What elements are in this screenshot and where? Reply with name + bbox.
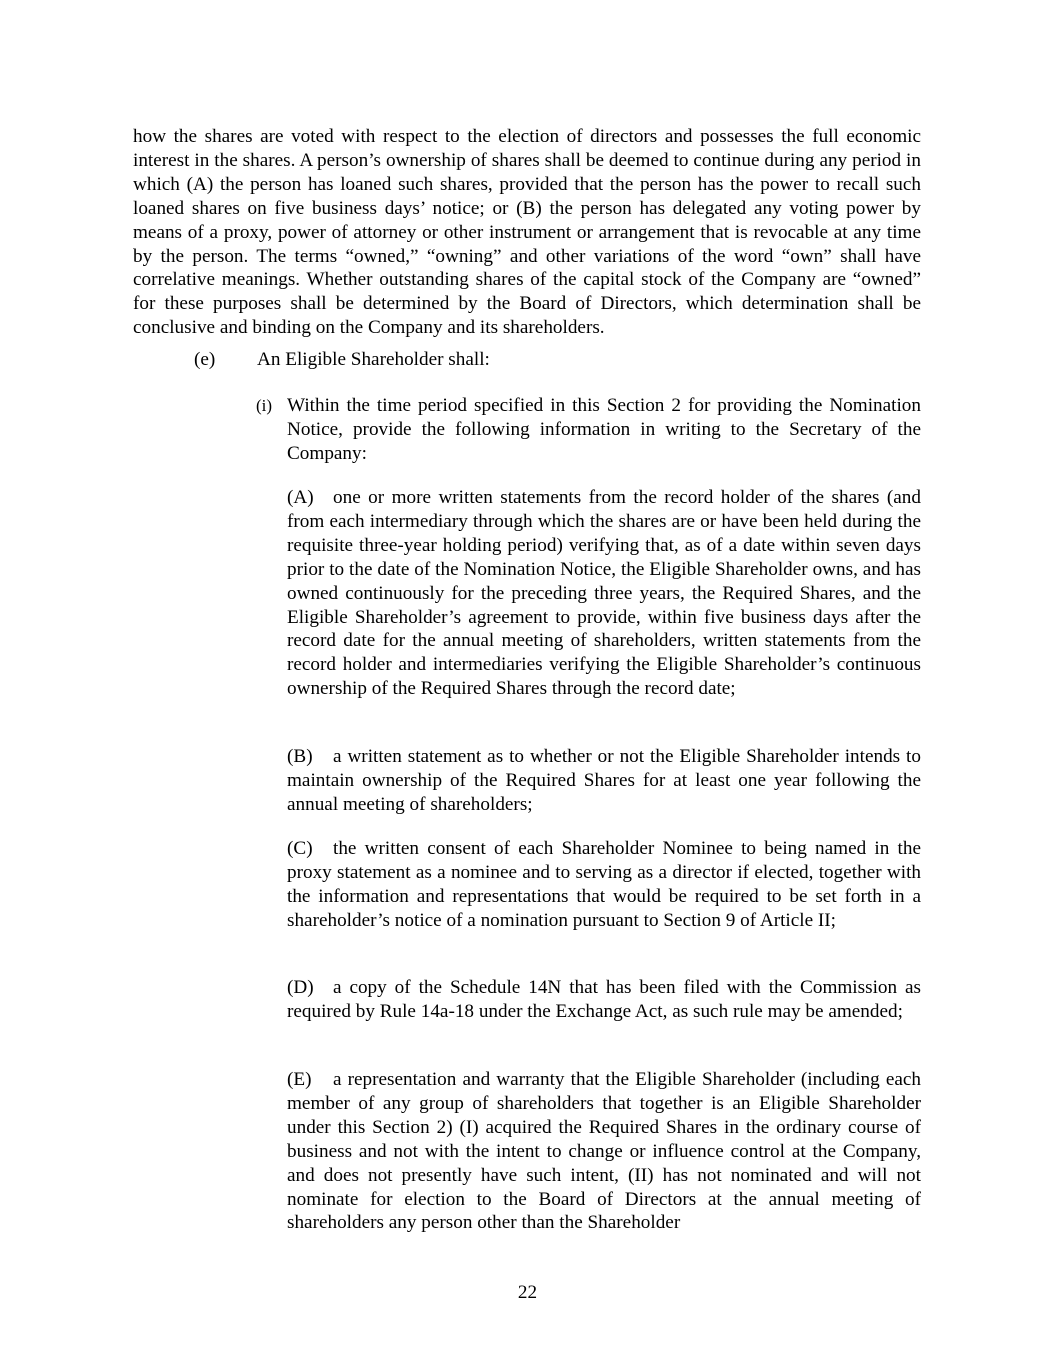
- section-e-marker: (e): [194, 349, 216, 370]
- section-e-text: An Eligible Shareholder shall:: [257, 349, 490, 370]
- subitem-c: [287, 837, 921, 933]
- subitem-e: [287, 1068, 921, 1235]
- subitem-b: [287, 745, 921, 817]
- page-number: 22: [517, 1282, 538, 1303]
- subitem-b-tag: (B): [287, 746, 313, 767]
- subitem-a-text: one or more written statements from the record holder of the shares (and from each intermediary through which the shares are or have been held during the requisite three-year holding period) verifying that, as of a date within seven days prior to the date of the Nomination Notice, the Eligible Shareholder owns, and has owned continuously for the preceding three years, the Required Shares, and the Eligible Shareholder’s agreement to provide, within five business days after the record date for the annual meeting of shareholders, written statements from the record holder and intermediaries verifying the Eligible Shareholder’s continuous ownership of the Required Shares through the record date;: [287, 487, 921, 700]
- subitem-d-tag: (D): [287, 977, 314, 998]
- section-e: [194, 348, 894, 372]
- subitem-d-text: a copy of the Schedule 14N that has been filed with the Commission as required by Rule 14a-18 under the Exchange Act, as such rule may be amended;: [287, 977, 921, 1022]
- item-i-marker: (i): [256, 396, 273, 415]
- subitem-c-text: the written consent of each Shareholder Nominee to being named in the proxy statement as a nominee and to serving as a director if elected, together with the information and representations that would be required to be set forth in a shareholder’s notice of a nomination pursuant to Section 9 of Article II;: [287, 838, 921, 931]
- subitem-e-tag: (E): [287, 1069, 312, 1090]
- subitem-b-text: a written statement as to whether or not the Eligible Shareholder intends to maintain ownership of the Required Shares for at least one year following the annual meeting of shareholders;: [287, 746, 921, 815]
- intro-paragraph: how the shares are voted with respect to the election of directors and possesses the full economic interest in the shares. A person’s ownership of shares shall be deemed to continue during any period in which (A) the person has loaned such shares, provided that the person has the power to recall such loaned shares on five business days’ notice; or (B) the person has delegated any voting power by means of a proxy, power of attorney or other instrument or arrangement that is revocable at any time by the person. The terms “owned,” “owning” and other variations of the word “own” shall have correlative meanings. Whether outstanding shares of the capital stock of the Company are “owned” for these purposes shall be determined by the Board of Directors, which determination shall be conclusive and binding on the Company and its shareholders.: [133, 126, 921, 339]
- subitem-e-text: a representation and warranty that the Eligible Shareholder (including each member of any group of shareholders that together is an Eligible Shareholder under this Section 2) (I) acquired the Required Shares in the ordinary course of business and not with the intent to change or influence control at the Company, and does not presently have such intent, (II) has not nominated and will not nominate for election to the Board of Directors at the annual meeting of shareholders any person other than the Shareholder: [287, 1069, 921, 1234]
- subitem-d: [287, 976, 921, 1024]
- item-i: [256, 394, 921, 466]
- subitem-a-tag: (A): [287, 487, 314, 508]
- subitem-a: [287, 486, 921, 701]
- item-i-text: Within the time period specified in this Section 2 for providing the Nomination Notice, provide the following information in writing to the Secretary of the Company:: [287, 395, 921, 464]
- subitem-c-tag: (C): [287, 838, 313, 859]
